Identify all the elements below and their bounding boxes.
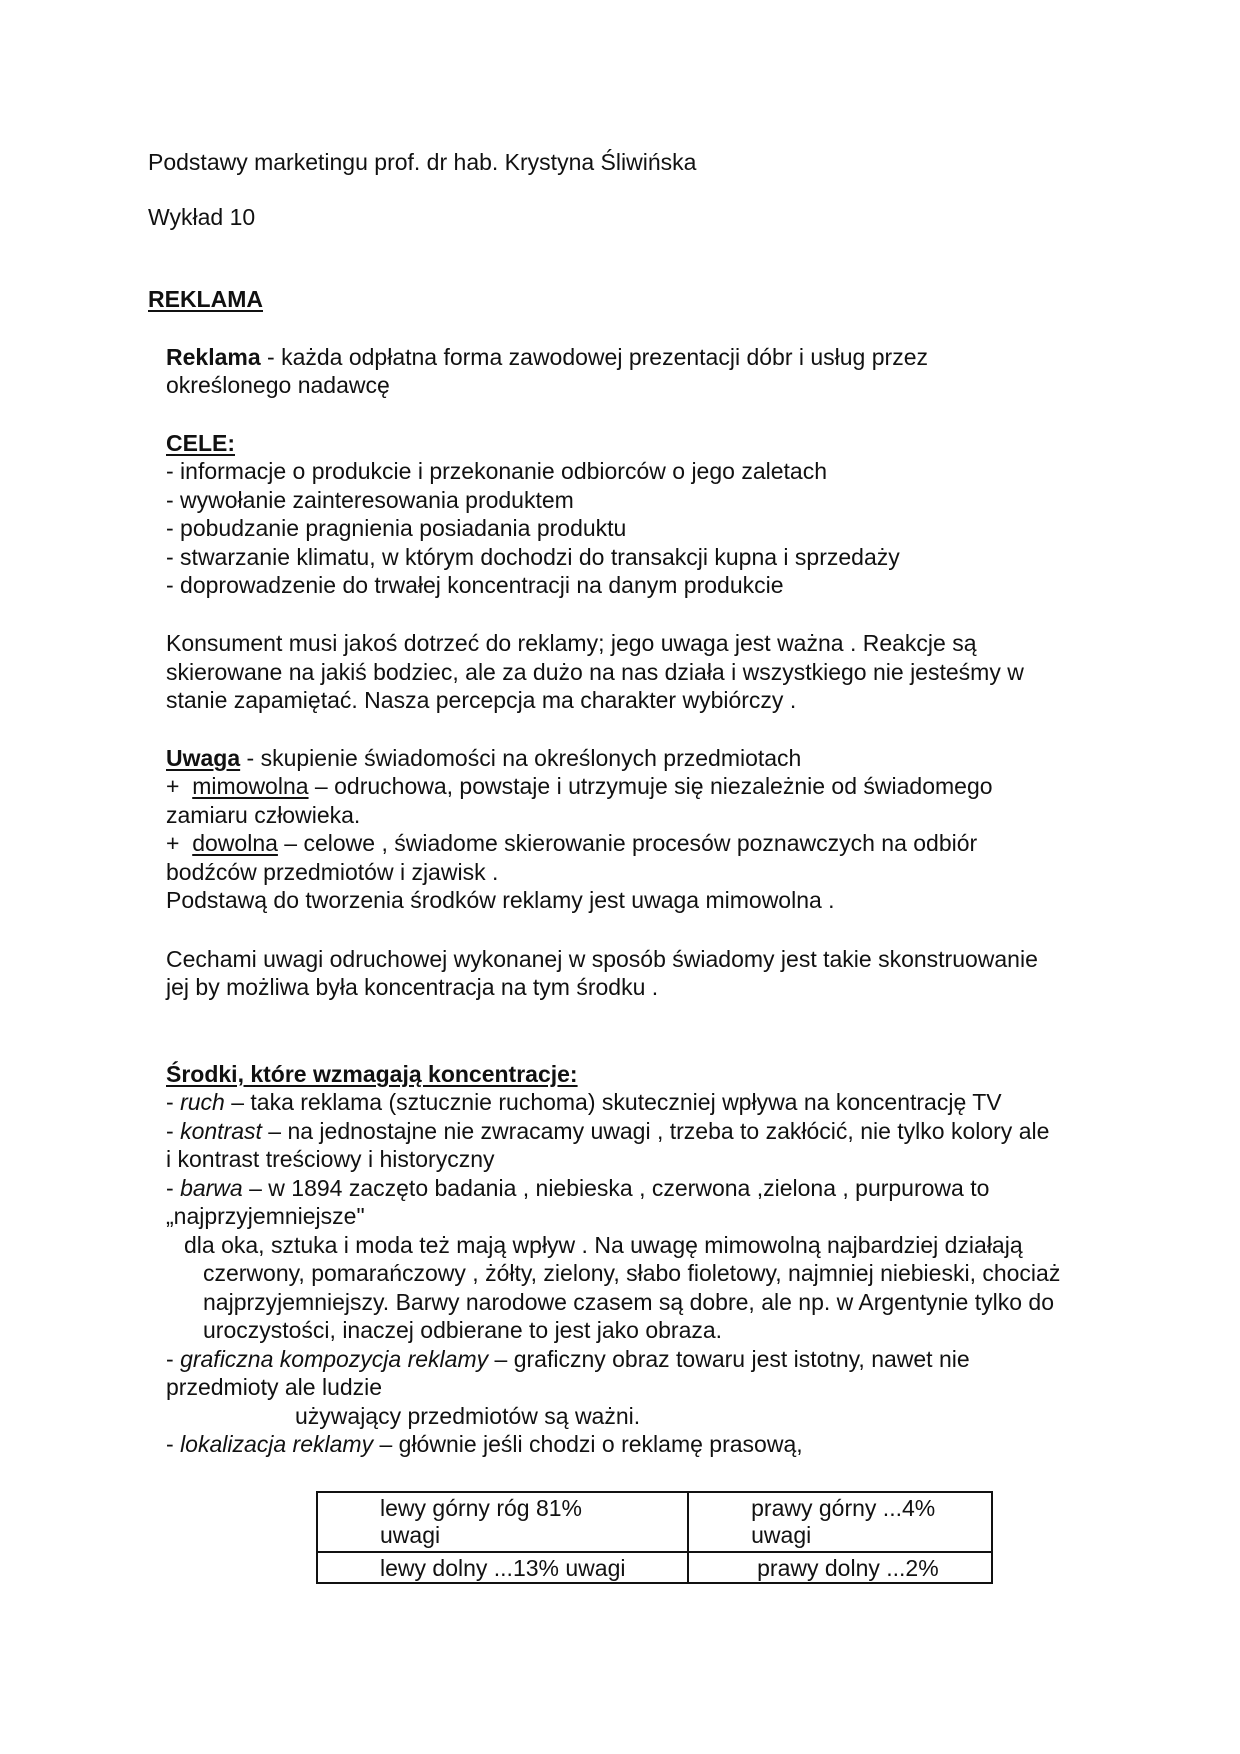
means-location bbox=[166, 1430, 803, 1459]
definition-term: Reklama bbox=[166, 344, 261, 370]
dash: - bbox=[166, 1118, 181, 1144]
means-graphic bbox=[166, 1345, 970, 1374]
cell-text: prawy dolny ...2% bbox=[757, 1555, 939, 1581]
lecture-number: Wykład 10 bbox=[148, 204, 256, 230]
dash: - bbox=[166, 1175, 181, 1201]
graphic-line-3: używający przedmiotów są ważni. bbox=[295, 1403, 641, 1429]
goal-item: - informacje o produkcie i przekonanie odbiorców o jego zaletach bbox=[166, 458, 827, 484]
ruch-term: ruch bbox=[180, 1089, 225, 1115]
kontrast-line-2: i kontrast treściowy i historyczny bbox=[166, 1146, 495, 1172]
definition-text: - każda odpłatna forma zawodowej prezentacji dóbr i usług przez bbox=[260, 344, 928, 370]
goal-item: - wywołanie zainteresowania produktem bbox=[166, 487, 574, 513]
barwa-term: barwa bbox=[180, 1175, 243, 1201]
cell-text: uwagi bbox=[751, 1522, 812, 1548]
ad-location-table bbox=[316, 1491, 993, 1584]
goal-item: - stwarzanie klimatu, w którym dochodzi do transakcji kupna i sprzedaży bbox=[166, 544, 900, 570]
cell-text: prawy górny ...4% bbox=[751, 1495, 936, 1521]
goal-item: - pobudzanie pragnienia posiadania produktu bbox=[166, 515, 627, 541]
barwa-line-6: uroczystości, inaczej odbierane to jest jako obraza. bbox=[203, 1317, 723, 1343]
kontrast-term: kontrast bbox=[180, 1118, 262, 1144]
table-cell-bottom-left bbox=[317, 1552, 688, 1583]
consumer-paragraph-line: skierowane na jakiś bodziec, ale za dużo na nas działa i wszystkiego nie jesteśmy w bbox=[166, 659, 1024, 685]
consumer-paragraph-line: Konsument musi jakoś dotrzeć do reklamy; jego uwaga jest ważna . Reakcje są bbox=[166, 630, 977, 656]
voluntary-text: – celowe , świadome skierowanie procesów poznawczych na odbiór bbox=[277, 830, 978, 856]
attention-definition bbox=[166, 744, 801, 773]
dash: - bbox=[166, 1431, 181, 1457]
cell-text: uwagi bbox=[380, 1522, 441, 1548]
cell-text: lewy górny róg 81% bbox=[380, 1495, 582, 1521]
involuntary-line-2: zamiaru człowieka. bbox=[166, 802, 361, 828]
ruch-text: – taka reklama (sztucznie ruchoma) skuteczniej wpływa na koncentrację TV bbox=[224, 1089, 1002, 1115]
table-cell-top-right bbox=[688, 1492, 992, 1552]
attention-definition-text: - skupienie świadomości na określonych przedmiotach bbox=[240, 745, 802, 771]
barwa-line-2: „najprzyjemniejsze" bbox=[166, 1203, 365, 1229]
involuntary-line-1 bbox=[166, 772, 993, 801]
location-term: lokalizacja reklamy bbox=[180, 1431, 374, 1457]
barwa-line-5: najprzyjemniejszy. Barwy narodowe czasem są dobre, ale np. w Argentynie tylko do bbox=[203, 1289, 1054, 1315]
means-kontrast bbox=[166, 1117, 1049, 1146]
definition-line-2: określonego nadawcę bbox=[166, 372, 390, 398]
goal-item: - doprowadzenie do trwałej koncentracji na danym produkcie bbox=[166, 572, 784, 598]
definition-line-1 bbox=[166, 343, 928, 372]
involuntary-text: – odruchowa, powstaje i utrzymuje się niezależnie od świadomego bbox=[308, 773, 993, 799]
attention-basis: Podstawą do tworzenia środków reklamy jest uwaga mimowolna . bbox=[166, 887, 835, 913]
barwa-line-4: czerwony, pomarańczowy , żółty, zielony, słabo fioletowy, najmniej niebieski, chociaż bbox=[203, 1260, 1061, 1286]
plus-mark: + bbox=[166, 830, 193, 856]
table-cell-top-left bbox=[317, 1492, 688, 1552]
voluntary-term: dowolna bbox=[192, 830, 278, 856]
graphic-text: – graficzny obraz towaru jest istotny, nawet nie bbox=[488, 1346, 970, 1372]
features-paragraph-line: Cechami uwagi odruchowej wykonanej w sposób świadomy jest takie skonstruowanie bbox=[166, 946, 1038, 972]
cell-text: lewy dolny ...13% uwagi bbox=[380, 1555, 626, 1581]
barwa-text: – w 1894 zaczęto badania , niebieska , czerwona ,zielona , purpurowa to bbox=[242, 1175, 990, 1201]
voluntary-line-1 bbox=[166, 829, 977, 858]
consumer-paragraph-line: stanie zapamiętać. Nasza percepcja ma charakter wybiórczy . bbox=[166, 687, 797, 713]
table-cell-bottom-right bbox=[688, 1552, 992, 1583]
location-text: – głównie jeśli chodzi o reklamę prasową, bbox=[373, 1431, 803, 1457]
means-heading: Środki, które wzmagają koncentracje: bbox=[166, 1061, 578, 1087]
attention-term: Uwaga bbox=[166, 745, 241, 771]
barwa-line-3: dla oka, sztuka i moda też mają wpływ . Na uwagę mimowolną najbardziej działają bbox=[184, 1232, 1023, 1258]
kontrast-text: – na jednostajne nie zwracamy uwagi , trzeba to zakłócić, nie tylko kolory ale bbox=[261, 1118, 1050, 1144]
involuntary-term: mimowolna bbox=[192, 773, 309, 799]
means-barwa bbox=[166, 1174, 989, 1203]
plus-mark: + bbox=[166, 773, 193, 799]
course-header: Podstawy marketingu prof. dr hab. Krystyna Śliwińska bbox=[148, 149, 697, 175]
section-title: REKLAMA bbox=[148, 286, 263, 312]
graphic-term: graficzna kompozycja reklamy bbox=[180, 1346, 489, 1372]
means-ruch bbox=[166, 1088, 1002, 1117]
goals-heading: CELE: bbox=[166, 430, 235, 456]
dash: - bbox=[166, 1089, 181, 1115]
dash: - bbox=[166, 1346, 181, 1372]
features-paragraph-line: jej by możliwa była koncentracja na tym środku . bbox=[166, 974, 659, 1000]
graphic-line-2: przedmioty ale ludzie bbox=[166, 1374, 383, 1400]
voluntary-line-2: bodźców przedmiotów i zjawisk . bbox=[166, 859, 499, 885]
